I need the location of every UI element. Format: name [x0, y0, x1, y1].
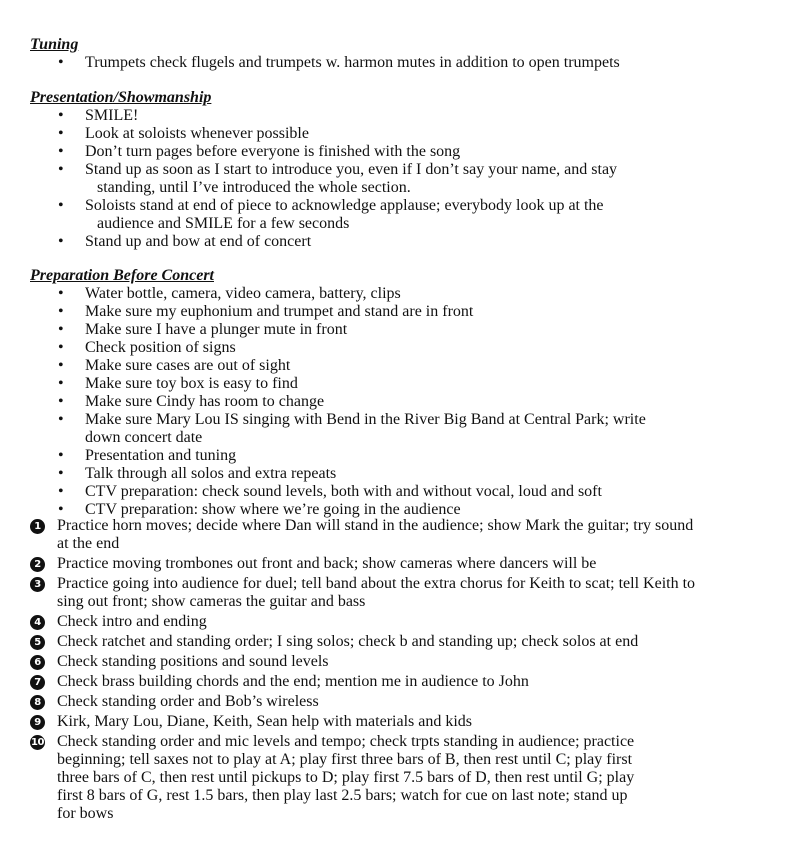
numbered-item-line: beginning; tell saxes not to play at A; play first three bars of B, then rest until C; play first — [57, 751, 633, 768]
list-item — [30, 447, 790, 465]
list-item-text: Presentation and tuning — [85, 447, 237, 464]
list-item-text: Make sure Mary Lou IS singing with Bend in the River Big Band at Central Park; write — [85, 411, 646, 428]
list-item-text: Check position of signs — [85, 339, 236, 356]
list-item — [30, 339, 790, 357]
bullet-icon: • — [58, 393, 64, 410]
bullet-icon: • — [58, 447, 64, 464]
bullet-icon: • — [58, 54, 64, 71]
bullet-icon: • — [58, 285, 64, 302]
bullet-icon: • — [58, 483, 64, 500]
numbered-item — [30, 673, 790, 691]
list-item — [30, 375, 790, 393]
circled-number-icon: 10 — [31, 737, 44, 748]
numbered-item — [30, 555, 790, 573]
numbered-item-line: Check standing order and Bob’s wireless — [57, 693, 319, 710]
list-item-text: CTV preparation: show where we’re going in the audience — [85, 501, 461, 518]
list-item-text: Make sure I have a plunger mute in front — [85, 321, 348, 338]
circled-number-icon: 9 — [30, 715, 45, 730]
list-item-text: SMILE! — [85, 107, 139, 124]
circled-number-icon: 3 — [30, 577, 45, 592]
list-item-text: Make sure Cindy has room to change — [85, 393, 325, 410]
section-tuning — [30, 36, 790, 72]
list-item — [30, 483, 790, 501]
bullet-icon: • — [58, 321, 64, 338]
bullet-icon: • — [58, 143, 64, 160]
numbered-item-line: at the end — [57, 535, 120, 552]
heading-tuning: Tuning — [30, 36, 79, 53]
numbered-item-line: Check intro and ending — [57, 613, 207, 630]
circled-number-icon: 1 — [30, 519, 45, 534]
numbered-item — [30, 575, 790, 611]
numbered-item-line: Kirk, Mary Lou, Diane, Keith, Sean help with materials and kids — [57, 713, 473, 730]
list-item-text: Talk through all solos and extra repeats — [85, 465, 337, 482]
list-item — [30, 285, 790, 303]
bullet-icon: • — [58, 357, 64, 374]
numbered-item-line: for bows — [57, 805, 114, 822]
numbered-item — [30, 633, 790, 651]
bullet-icon: • — [58, 375, 64, 392]
presentation-list — [30, 107, 790, 251]
section-presentation — [30, 89, 790, 251]
bullet-icon: • — [58, 339, 64, 356]
bullet-icon: • — [58, 465, 64, 482]
numbered-item — [30, 713, 790, 731]
bullet-icon: • — [58, 303, 64, 320]
list-item — [30, 197, 790, 233]
circled-number-icon: 7 — [30, 675, 45, 690]
bullet-icon: • — [58, 411, 64, 428]
bullet-icon: • — [58, 125, 64, 142]
list-item-text: CTV preparation: check sound levels, both with and without vocal, loud and soft — [85, 483, 602, 500]
list-item — [30, 357, 790, 375]
circled-number-icon: 8 — [30, 695, 45, 710]
circled-number-icon: 5 — [30, 635, 45, 650]
list-item — [30, 233, 790, 251]
list-item-continuation: down concert date — [85, 429, 203, 446]
list-item — [30, 54, 790, 72]
list-item — [30, 161, 790, 197]
list-item — [30, 107, 790, 125]
list-item-text: Don’t turn pages before everyone is finished with the song — [85, 143, 461, 160]
list-item — [30, 321, 790, 339]
numbered-item-line: first 8 bars of G, rest 1.5 bars, then play last 2.5 bars; watch for cue on last note; stand up — [57, 787, 628, 804]
list-item-text: Soloists stand at end of piece to acknowledge applause; everybody look up at the — [85, 197, 604, 214]
numbered-item-line: Check standing order and mic levels and tempo; check trpts standing in audience; practice — [57, 733, 635, 750]
numbered-list — [30, 517, 790, 823]
list-item — [30, 411, 790, 447]
list-item-continuation: audience and SMILE for a few seconds — [97, 215, 350, 232]
numbered-item-line: Practice moving trombones out front and back; show cameras where dancers will be — [57, 555, 597, 572]
list-item — [30, 465, 790, 483]
bullet-icon: • — [58, 107, 64, 124]
section-preparation — [30, 267, 790, 519]
preparation-list — [30, 285, 790, 519]
bullet-icon: • — [58, 161, 64, 178]
circled-number-icon: 4 — [30, 615, 45, 630]
circled-number-icon: 6 — [30, 655, 45, 670]
list-item-text: Trumpets check flugels and trumpets w. harmon mutes in addition to open trumpets — [85, 54, 620, 71]
circled-number-icon: 2 — [30, 557, 45, 572]
numbered-steps — [30, 515, 790, 823]
numbered-item — [30, 693, 790, 711]
numbered-item — [30, 613, 790, 631]
list-item-continuation: standing, until I’ve introduced the whole section. — [97, 179, 411, 196]
numbered-item-line: Check brass building chords and the end; mention me in audience to John — [57, 673, 529, 690]
heading-preparation: Preparation Before Concert — [30, 267, 214, 284]
list-item-text: Stand up and bow at end of concert — [85, 233, 312, 250]
list-item-text: Make sure toy box is easy to find — [85, 375, 298, 392]
numbered-item-line: three bars of C, then rest until pickups to D; play first 7.5 bars of D, then rest until G; play — [57, 769, 635, 786]
numbered-item — [30, 517, 790, 553]
heading-presentation: Presentation/Showmanship — [30, 89, 212, 106]
numbered-item — [30, 653, 790, 671]
bullet-icon: • — [58, 197, 64, 214]
tuning-list — [30, 54, 790, 72]
numbered-item-line: Check ratchet and standing order; I sing solos; check b and standing up; check solos at end — [57, 633, 639, 650]
numbered-item — [30, 733, 790, 823]
numbered-item-line: Check standing positions and sound levels — [57, 653, 329, 670]
numbered-item-line: Practice going into audience for duel; tell band about the extra chorus for Keith to scat; tell Keith to — [57, 575, 696, 592]
bullet-icon: • — [58, 233, 64, 250]
list-item-text: Make sure cases are out of sight — [85, 357, 291, 374]
list-item — [30, 143, 790, 161]
list-item — [30, 393, 790, 411]
numbered-item-line: sing out front; show cameras the guitar and bass — [57, 593, 366, 610]
list-item — [30, 125, 790, 143]
list-item — [30, 303, 790, 321]
list-item-text: Look at soloists whenever possible — [85, 125, 309, 142]
list-item-text: Stand up as soon as I start to introduce you, even if I don’t say your name, and stay — [85, 161, 618, 178]
bullet-icon: • — [58, 501, 64, 518]
list-item-text: Water bottle, camera, video camera, battery, clips — [85, 285, 401, 302]
numbered-item-line: Practice horn moves; decide where Dan will stand in the audience; show Mark the guitar; try sound — [57, 517, 694, 534]
list-item-text: Make sure my euphonium and trumpet and stand are in front — [85, 303, 474, 320]
